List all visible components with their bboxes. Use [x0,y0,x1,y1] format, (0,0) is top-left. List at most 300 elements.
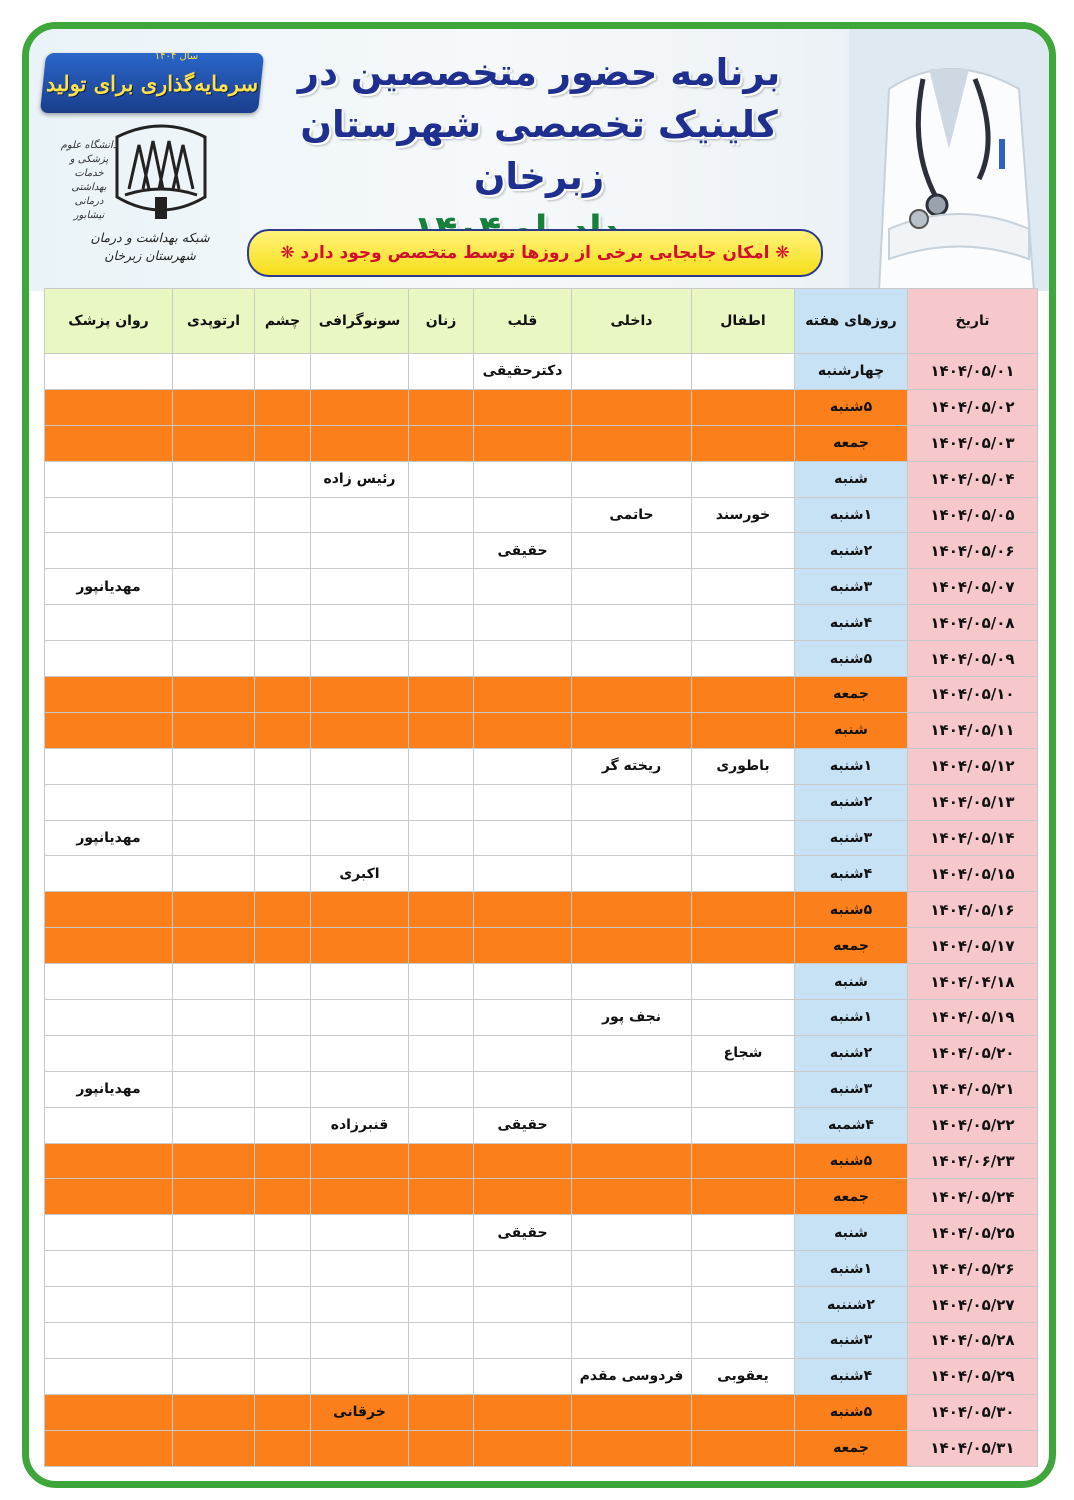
doctor-cell [572,1251,692,1287]
doctor-cell [692,712,795,748]
doctor-cell [474,892,572,928]
doctor-cell [255,1035,311,1071]
table-row [45,928,1038,964]
doctor-cell [255,712,311,748]
doctor-cell [572,1035,692,1071]
date-cell: ۱۴۰۴/۰۵/۲۵ [908,1215,1038,1251]
date-cell: ۱۴۰۴/۰۵/۱۰ [908,677,1038,713]
title-line-1: برنامه حضور متخصصین در [297,51,781,94]
weekday-cell: ۵شنبه [795,389,908,425]
doctor-cell [45,1394,173,1430]
doctor-cell [409,1358,474,1394]
doctor-cell [45,892,173,928]
doctor-cell [409,533,474,569]
weekday-cell: شنبه [795,1215,908,1251]
doctor-cell [311,748,409,784]
doctor-cell [255,1430,311,1466]
doctor-cell [692,964,795,1000]
doctor-cell [474,928,572,964]
doctor-cell [572,533,692,569]
date-cell: ۱۴۰۴/۰۵/۲۰ [908,1035,1038,1071]
weekday-cell: ۵شنبه [795,641,908,677]
doctor-cell [572,1394,692,1430]
doctor-cell [409,784,474,820]
schedule-table [44,288,1038,1467]
doctor-cell [409,641,474,677]
date-cell: ۱۴۰۴/۰۵/۲۹ [908,1358,1038,1394]
column-header-ophthalmology: چشم [255,289,311,354]
table-row [45,461,1038,497]
doctor-cell [474,1071,572,1107]
weekday-cell: ۴شنبه [795,856,908,892]
doctor-cell [255,892,311,928]
doctor-cell [173,1215,255,1251]
weekday-cell: ۳شنبه [795,1071,908,1107]
doctor-cell [173,389,255,425]
doctor-cell [45,1215,173,1251]
doctor-cell [173,354,255,390]
doctor-cell: مهدیانپور [45,820,173,856]
table-row [45,677,1038,713]
doctor-cell [409,1071,474,1107]
date-cell: ۱۴۰۴/۰۵/۱۳ [908,784,1038,820]
doctor-cell [409,425,474,461]
doctor-cell [692,1323,795,1359]
weekday-cell: جمعه [795,1179,908,1215]
doctor-cell [474,677,572,713]
doctor-cell [409,820,474,856]
doctor-cell [692,569,795,605]
university-logo-icon [109,119,213,229]
doctor-cell [255,497,311,533]
doctor-cell [255,1287,311,1323]
doctor-cell [255,425,311,461]
doctor-cell [572,784,692,820]
doctor-cell: مهدیانپور [45,1071,173,1107]
doctor-cell [409,856,474,892]
doctor-cell [45,354,173,390]
university-name: دانشگاه علوم پزشکی و خدمات بهداشتی درمانی نیشابور [60,140,118,221]
doctor-cell [255,1107,311,1143]
table-row [45,569,1038,605]
table-row [45,425,1038,461]
doctor-cell [45,1323,173,1359]
doctor-cell [692,605,795,641]
date-cell: ۱۴۰۴/۰۵/۱۵ [908,856,1038,892]
doctor-cell [255,605,311,641]
weekday-cell: جمعه [795,928,908,964]
doctor-cell [474,605,572,641]
doctor-cell [255,928,311,964]
doctor-cell [173,928,255,964]
title-line-2: کلینیک تخصصی شهرستان زبرخان [300,103,778,198]
notice-banner: ❋ امکان جابجایی برخی از روزها توسط متخصص وجود دارد ❋ [247,229,823,277]
doctor-cell [692,641,795,677]
weekday-cell: ۵شنبه [795,892,908,928]
doctor-cell [255,677,311,713]
doctor-cell [474,389,572,425]
date-cell: ۱۴۰۴/۰۵/۰۲ [908,389,1038,425]
doctor-cell: قنبرزاده [311,1107,409,1143]
table-row [45,497,1038,533]
doctor-cell [45,964,173,1000]
doctor-cell [409,1179,474,1215]
doctor-cell [474,497,572,533]
doctor-cell [173,641,255,677]
doctor-cell [474,641,572,677]
table-row [45,354,1038,390]
doctor-cell [255,784,311,820]
date-cell: ۱۴۰۴/۰۵/۲۸ [908,1323,1038,1359]
doctor-cell [173,892,255,928]
doctor-cell [45,497,173,533]
doctor-cell [692,1251,795,1287]
doctor-cell [255,1323,311,1359]
column-header-weekday: روزهای هفته [795,289,908,354]
weekday-cell: ۳شنبه [795,820,908,856]
doctor-cell [409,677,474,713]
doctor-cell [409,1143,474,1179]
column-header-gynecology: زنان [409,289,474,354]
doctor-cell [474,784,572,820]
date-cell: ۱۴۰۴/۰۵/۰۱ [908,354,1038,390]
doctor-cell [255,533,311,569]
doctor-cell [255,748,311,784]
doctor-cell [572,641,692,677]
doctor-cell [474,964,572,1000]
doctor-cell: حاتمی [572,497,692,533]
table-row [45,605,1038,641]
doctor-cell [311,1143,409,1179]
doctor-cell [311,1430,409,1466]
doctor-cell [409,1323,474,1359]
table-row [45,1071,1038,1107]
doctor-cell [311,784,409,820]
doctor-cell [474,425,572,461]
doctor-cell [311,1215,409,1251]
date-cell: ۱۴۰۴/۰۵/۲۲ [908,1107,1038,1143]
doctor-cell [572,677,692,713]
doctor-cell [474,569,572,605]
doctor-cell [572,1071,692,1107]
doctor-cell [255,1179,311,1215]
table-row [45,1430,1038,1466]
weekday-cell: ۲شنبه [795,784,908,820]
date-cell: ۱۴۰۴/۰۵/۱۹ [908,1000,1038,1036]
doctor-cell [409,928,474,964]
doctor-cell [311,712,409,748]
doctor-cell [311,1179,409,1215]
doctor-illustration-icon [849,29,1049,291]
poster-frame [22,22,1056,1488]
weekday-cell: ۲شنبه [795,533,908,569]
doctor-cell [311,641,409,677]
doctor-cell [255,569,311,605]
doctor-cell [45,389,173,425]
table-row [45,1143,1038,1179]
doctor-cell [409,497,474,533]
doctor-cell [311,1287,409,1323]
doctor-cell [311,533,409,569]
column-header-pediatrics: اطفال [692,289,795,354]
doctor-cell [692,425,795,461]
doctor-cell [173,605,255,641]
doctor-cell: مهدیانپور [45,569,173,605]
doctor-cell [311,425,409,461]
doctor-cell [572,425,692,461]
table-header-row [45,289,1038,354]
doctor-cell [409,1000,474,1036]
doctor-cell: خرقانی [311,1394,409,1430]
doctor-cell: خورسند [692,497,795,533]
doctor-cell [173,1035,255,1071]
doctor-cell [692,928,795,964]
weekday-cell: ۴شمبه [795,1107,908,1143]
doctor-cell [173,1287,255,1323]
doctor-cell [692,1107,795,1143]
doctor-cell [474,748,572,784]
weekday-cell: ۵شنبه [795,1143,908,1179]
weekday-cell: ۴شنبه [795,1358,908,1394]
doctor-cell [45,1287,173,1323]
doctor-cell [692,461,795,497]
weekday-cell: ۱شنبه [795,1000,908,1036]
doctor-cell [311,389,409,425]
doctor-cell [173,820,255,856]
doctor-cell [572,820,692,856]
doctor-cell [45,1107,173,1143]
table-row [45,1251,1038,1287]
doctor-cell [409,1430,474,1466]
poster-header [29,29,1049,291]
doctor-cell [45,461,173,497]
doctor-cell [255,1143,311,1179]
doctor-cell: نجف پور [572,1000,692,1036]
weekday-cell: شنبه [795,461,908,497]
doctor-cell [311,1323,409,1359]
doctor-cell [255,641,311,677]
table-row [45,1358,1038,1394]
doctor-cell [173,1394,255,1430]
column-header-internal: داخلی [572,289,692,354]
doctor-cell [572,1179,692,1215]
doctor-cell [255,820,311,856]
doctor-cell [255,1000,311,1036]
doctor-cell [572,1143,692,1179]
doctor-cell [409,748,474,784]
doctor-cell [45,1358,173,1394]
doctor-cell [311,928,409,964]
weekday-cell: ۲شننبه [795,1287,908,1323]
weekday-cell: ۴شنبه [795,605,908,641]
doctor-cell [311,1251,409,1287]
doctor-cell [173,1430,255,1466]
weekday-cell: شنبه [795,712,908,748]
doctor-cell [173,1358,255,1394]
table-row [45,892,1038,928]
doctor-cell [173,1071,255,1107]
doctor-cell [45,1000,173,1036]
network-name: شبکه بهداشت و درمان شهرستان زبرخان [90,230,210,263]
doctor-cell [409,605,474,641]
doctor-cell [311,1035,409,1071]
doctor-cell [45,1143,173,1179]
table-row [45,712,1038,748]
doctor-cell [474,1000,572,1036]
table-row [45,820,1038,856]
column-header-cardiology: قلب [474,289,572,354]
table-row [45,1000,1038,1036]
doctor-cell [45,1179,173,1215]
doctor-cell [572,712,692,748]
date-cell: ۱۴۰۴/۰۵/۲۱ [908,1071,1038,1107]
title-block [259,47,819,257]
slogan-banner [40,53,264,113]
date-cell: ۱۴۰۴/۰۵/۰۳ [908,425,1038,461]
doctor-cell [45,1035,173,1071]
weekday-cell: چهارشنبه [795,354,908,390]
doctor-cell [409,354,474,390]
doctor-cell [409,1107,474,1143]
weekday-cell: ۳شنبه [795,569,908,605]
doctor-cell [572,569,692,605]
date-cell: ۱۴۰۴/۰۵/۰۵ [908,497,1038,533]
column-header-psychiatry: روان پزشک [45,289,173,354]
doctor-cell [409,389,474,425]
doctor-cell [474,1323,572,1359]
weekday-cell: ۲شنبه [795,1035,908,1071]
doctor-cell [572,892,692,928]
doctor-cell [45,928,173,964]
column-header-sonography: سونوگرافی [311,289,409,354]
doctor-cell: یعقوبی [692,1358,795,1394]
doctor-cell [173,425,255,461]
doctor-cell [173,1179,255,1215]
doctor-cell [45,712,173,748]
doctor-cell [255,1358,311,1394]
date-cell: ۱۴۰۴/۰۵/۰۴ [908,461,1038,497]
doctor-cell [45,748,173,784]
doctor-cell [474,461,572,497]
doctor-cell [45,533,173,569]
doctor-cell [474,1430,572,1466]
doctor-cell [409,569,474,605]
doctor-cell: اکبری [311,856,409,892]
doctor-cell [409,1035,474,1071]
doctor-cell [173,856,255,892]
table-row [45,784,1038,820]
date-cell: ۱۴۰۴/۰۵/۳۱ [908,1430,1038,1466]
doctor-cell [572,1430,692,1466]
doctor-cell [572,1107,692,1143]
doctor-cell [692,892,795,928]
slogan-text: سرمایه‌گذاری برای تولید [45,70,259,96]
doctor-cell [45,425,173,461]
table-row [45,1035,1038,1071]
table-row [45,964,1038,1000]
doctor-cell [692,1000,795,1036]
weekday-cell: جمعه [795,425,908,461]
slogan-year: سال ۱۴۰۴ [154,51,198,62]
doctor-cell: باطوری [692,748,795,784]
doctor-cell [474,1394,572,1430]
doctor-cell [255,856,311,892]
doctor-cell [173,1251,255,1287]
date-cell: ۱۴۰۴/۰۵/۰۶ [908,533,1038,569]
doctor-cell [255,1251,311,1287]
doctor-cell [173,569,255,605]
doctor-cell [692,1394,795,1430]
weekday-cell: ۵شنبه [795,1394,908,1430]
doctor-cell [409,964,474,1000]
doctor-cell [474,712,572,748]
doctor-cell [692,1287,795,1323]
doctor-cell: حقیقی [474,1215,572,1251]
date-cell: ۱۴۰۴/۰۵/۱۶ [908,892,1038,928]
table-row [45,1179,1038,1215]
doctor-cell [692,856,795,892]
doctor-cell: حقیقی [474,533,572,569]
doctor-cell [173,497,255,533]
table-row [45,1107,1038,1143]
date-cell: ۱۴۰۴/۰۵/۲۷ [908,1287,1038,1323]
doctor-cell [311,677,409,713]
column-header-date: تاریخ [908,289,1038,354]
doctor-cell [173,461,255,497]
doctor-cell [692,677,795,713]
doctor-cell [692,784,795,820]
date-cell: ۱۴۰۴/۰۵/۱۷ [908,928,1038,964]
date-cell: ۱۴۰۴/۰۵/۳۰ [908,1394,1038,1430]
doctor-cell [409,1215,474,1251]
doctor-cell [692,1430,795,1466]
doctor-cell: رئیس زاده [311,461,409,497]
doctor-cell [572,964,692,1000]
doctor-cell [474,1035,572,1071]
doctor-cell [572,461,692,497]
doctor-cell [692,1215,795,1251]
doctor-cell [45,641,173,677]
doctor-cell [692,389,795,425]
weekday-cell: جمعه [795,1430,908,1466]
doctor-cell [474,1287,572,1323]
doctor-cell [173,1143,255,1179]
doctor-cell [255,461,311,497]
doctor-cell [572,354,692,390]
doctor-cell [311,354,409,390]
table-row [45,856,1038,892]
doctor-cell [255,1071,311,1107]
doctor-cell [409,1394,474,1430]
doctor-cell [409,1287,474,1323]
doctor-cell [474,1358,572,1394]
doctor-cell [474,856,572,892]
doctor-cell: فردوسی مقدم [572,1358,692,1394]
date-cell: ۱۴۰۴/۰۵/۲۴ [908,1179,1038,1215]
weekday-cell: ۱شنبه [795,497,908,533]
doctor-cell [45,677,173,713]
table-row [45,389,1038,425]
date-cell: ۱۴۰۴/۰۵/۰۸ [908,605,1038,641]
table-row [45,1287,1038,1323]
weekday-cell: جمعه [795,677,908,713]
doctor-cell [255,1394,311,1430]
table-row [45,1323,1038,1359]
table-row [45,641,1038,677]
table-row [45,748,1038,784]
doctor-cell [173,964,255,1000]
doctor-cell [474,1179,572,1215]
